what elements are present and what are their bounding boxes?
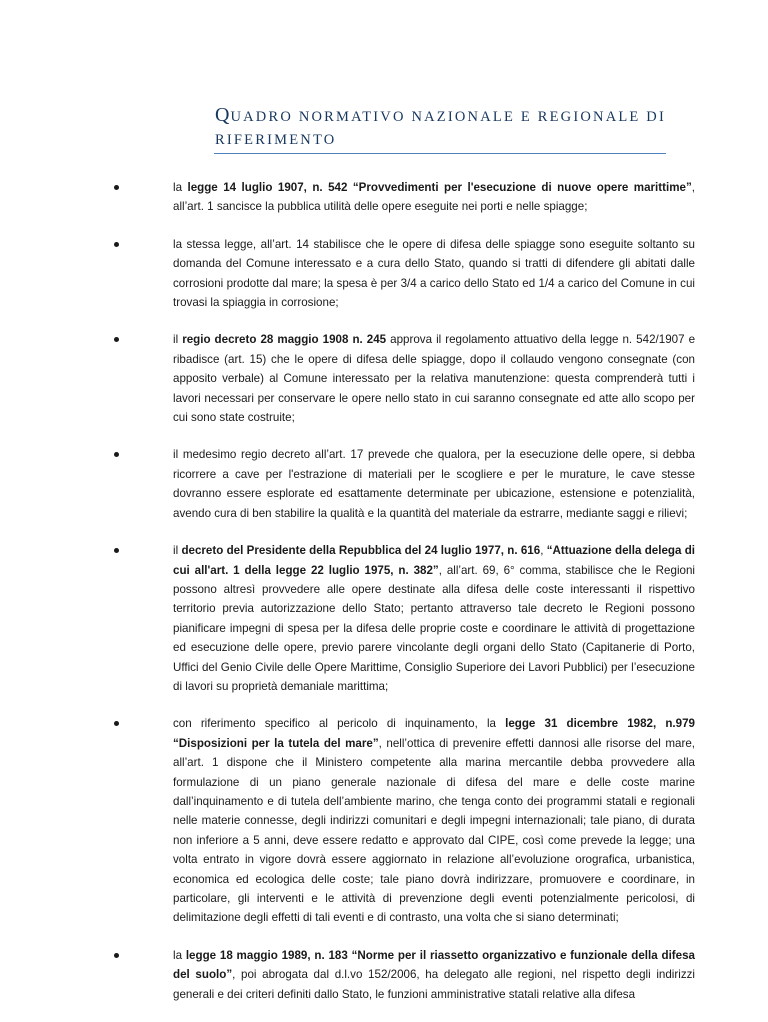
list-item-bold-text: decreto del Presidente della Repubblica del 24 luglio 1977, n. 616 — [181, 544, 541, 558]
list-item-text: la — [173, 948, 186, 962]
list-item — [0, 541, 695, 696]
section-heading — [215, 104, 675, 152]
bullet-icon — [114, 242, 119, 247]
bullet-icon — [114, 337, 119, 342]
bullet-icon — [114, 721, 119, 726]
list-item — [0, 235, 695, 313]
bullet-icon — [114, 185, 119, 190]
list-item-text: , all’art. 69, 6° comma, stabilisce che le Regioni possono altresì provvedere alle opere destinate alla difesa delle coste interessanti il rispettivo territorio previa autorizzazione dello Stato; pertanto attraverso tale decreto le Regioni possono pianificare impegni di spesa per la difesa delle proprie coste e coordinare le attività di progettazione ed esecuzione delle opere, previo parere vincolante degli organi dello Stato (Capitanerie di Porto, Uffici del Genio Civile delle Opere Marittime, Consiglio Superiore dei Lavori Pubblici) per l’esecuzione di lavori su proprietà demaniale marittima; — [173, 563, 696, 693]
list-item — [0, 330, 695, 427]
list-item-text: , all’art. 1 sancisce la pubblica utilità delle opere eseguite nei porti e nelle spiagge; — [173, 181, 695, 214]
list-item-bold-text: legge 14 luglio 1907, n. 542 “Provvedimenti per l'esecuzione di nuove opere marittime” — [187, 181, 692, 194]
list-item — [0, 946, 695, 1004]
bullet-icon — [114, 548, 119, 553]
list-item-bold-text: “Attuazione della delega di cui all'art. 1 della legge 22 luglio 1975, n. 382” — [173, 544, 696, 577]
list-item-bold-text: regio decreto 28 maggio 1908 n. 245 — [182, 333, 387, 347]
list-item-text: il — [173, 544, 182, 558]
heading-underline — [214, 153, 666, 154]
bullet-icon — [114, 452, 119, 457]
bullet-list — [0, 178, 768, 1022]
list-item-text: con riferimento specifico al pericolo di inquinamento, la — [173, 717, 506, 731]
list-item-text: , nell’ottica di prevenire effetti dannosi alle risorse del mare, all’art. 1 dispone che il Ministero competente alla marina mercantile debba provvedere alla formulazione di un piano generale nazionale di difesa del mare e delle coste marine dall’inquinamento e di tutela dell’ambiente marino, che tenga conto dei programmi statali e regionali nelle materie connesse, degli indirizzi comunitari e degli impegni internazionali; tale piano, di durata non inferiore a 5 anni, deve essere redatto e approvato dal CIPE, così come prevede la legge; una volta entrato in vigore dovrà essere aggiornato in relazione all’evoluzione orografica, urbanistica, economica ed ecologica delle coste; tale piano dovrà indirizzare, promuovere e coordinare, in particolare, gli interventi e le attività di prevenzione degli eventi potenzialmente pericolosi, di delimitazione degli effetti di tali eventi e di contrasto, una volta che si siano determinati; — [173, 736, 695, 925]
list-item-text: , — [540, 544, 547, 558]
list-item-bold-text: legge 18 maggio 1989, n. 183 “Norme per il riassetto organizzativo e funzionale della difesa del suolo” — [173, 948, 695, 982]
list-item-text: il medesimo regio decreto all’art. 17 prevede che qualora, per la esecuzione delle opere, si debba ricorrere a cave per l'estrazione di materiali per le scogliere e per le murature, le cave stesse dovranno essere esplorate ed esattamente determinate per ubicazione, estensione e potenzialità, avendo cura di ben stabilire la qualità e la quantità del materiale da estrarre, mediante saggi e rilievi; — [173, 448, 695, 520]
list-item-text: la stessa legge, all’art. 14 stabilisce che le opere di difesa delle spiagge sono eseguite soltanto su domanda del Comune interessato e a cura dello Stato, quando si tratti di difendere gli abitati dalle corrosioni prodotte dal mare; la spesa è per 3/4 a carico dello Stato ed 1/4 a carico del Comune in cui trovasi la spiaggia in corrosione; — [173, 237, 695, 310]
heading-text: UADRO NORMATIVO NAZIONALE E REGIONALE DI RIFERIMENTO — [215, 109, 667, 148]
list-item — [0, 714, 695, 927]
bullet-icon — [114, 953, 119, 958]
list-item-text: il — [173, 333, 183, 347]
list-item — [0, 445, 695, 523]
list-item-text: approva il regolamento attuativo della legge n. 542/1907 e ribadisce (art. 15) che le opere di difesa delle spiagge, dopo il collaudo vengono consegnate (con apposito verbale) al Comune interessato per la relativa manutenzione: questa comprenderà tutti i lavori necessari per conservare le opere nello stato in cui saranno consegnate ed atte allo scopo per cui sono state costruite; — [173, 333, 696, 425]
list-item-bold-text: legge 31 dicembre 1982, n.979 “Disposizioni per la tutela del mare” — [173, 717, 695, 750]
list-item-text: , poi abrogata dal d.l.vo 152/2006, ha delegato alle regioni, nel rispetto degli indirizzi generali e dei criteri definiti dallo Stato, le funzioni amministrative statali relative alla difesa — [173, 968, 695, 1001]
list-item — [0, 178, 695, 217]
list-item-text: la — [173, 181, 188, 194]
heading-initial: Q — [215, 104, 231, 126]
